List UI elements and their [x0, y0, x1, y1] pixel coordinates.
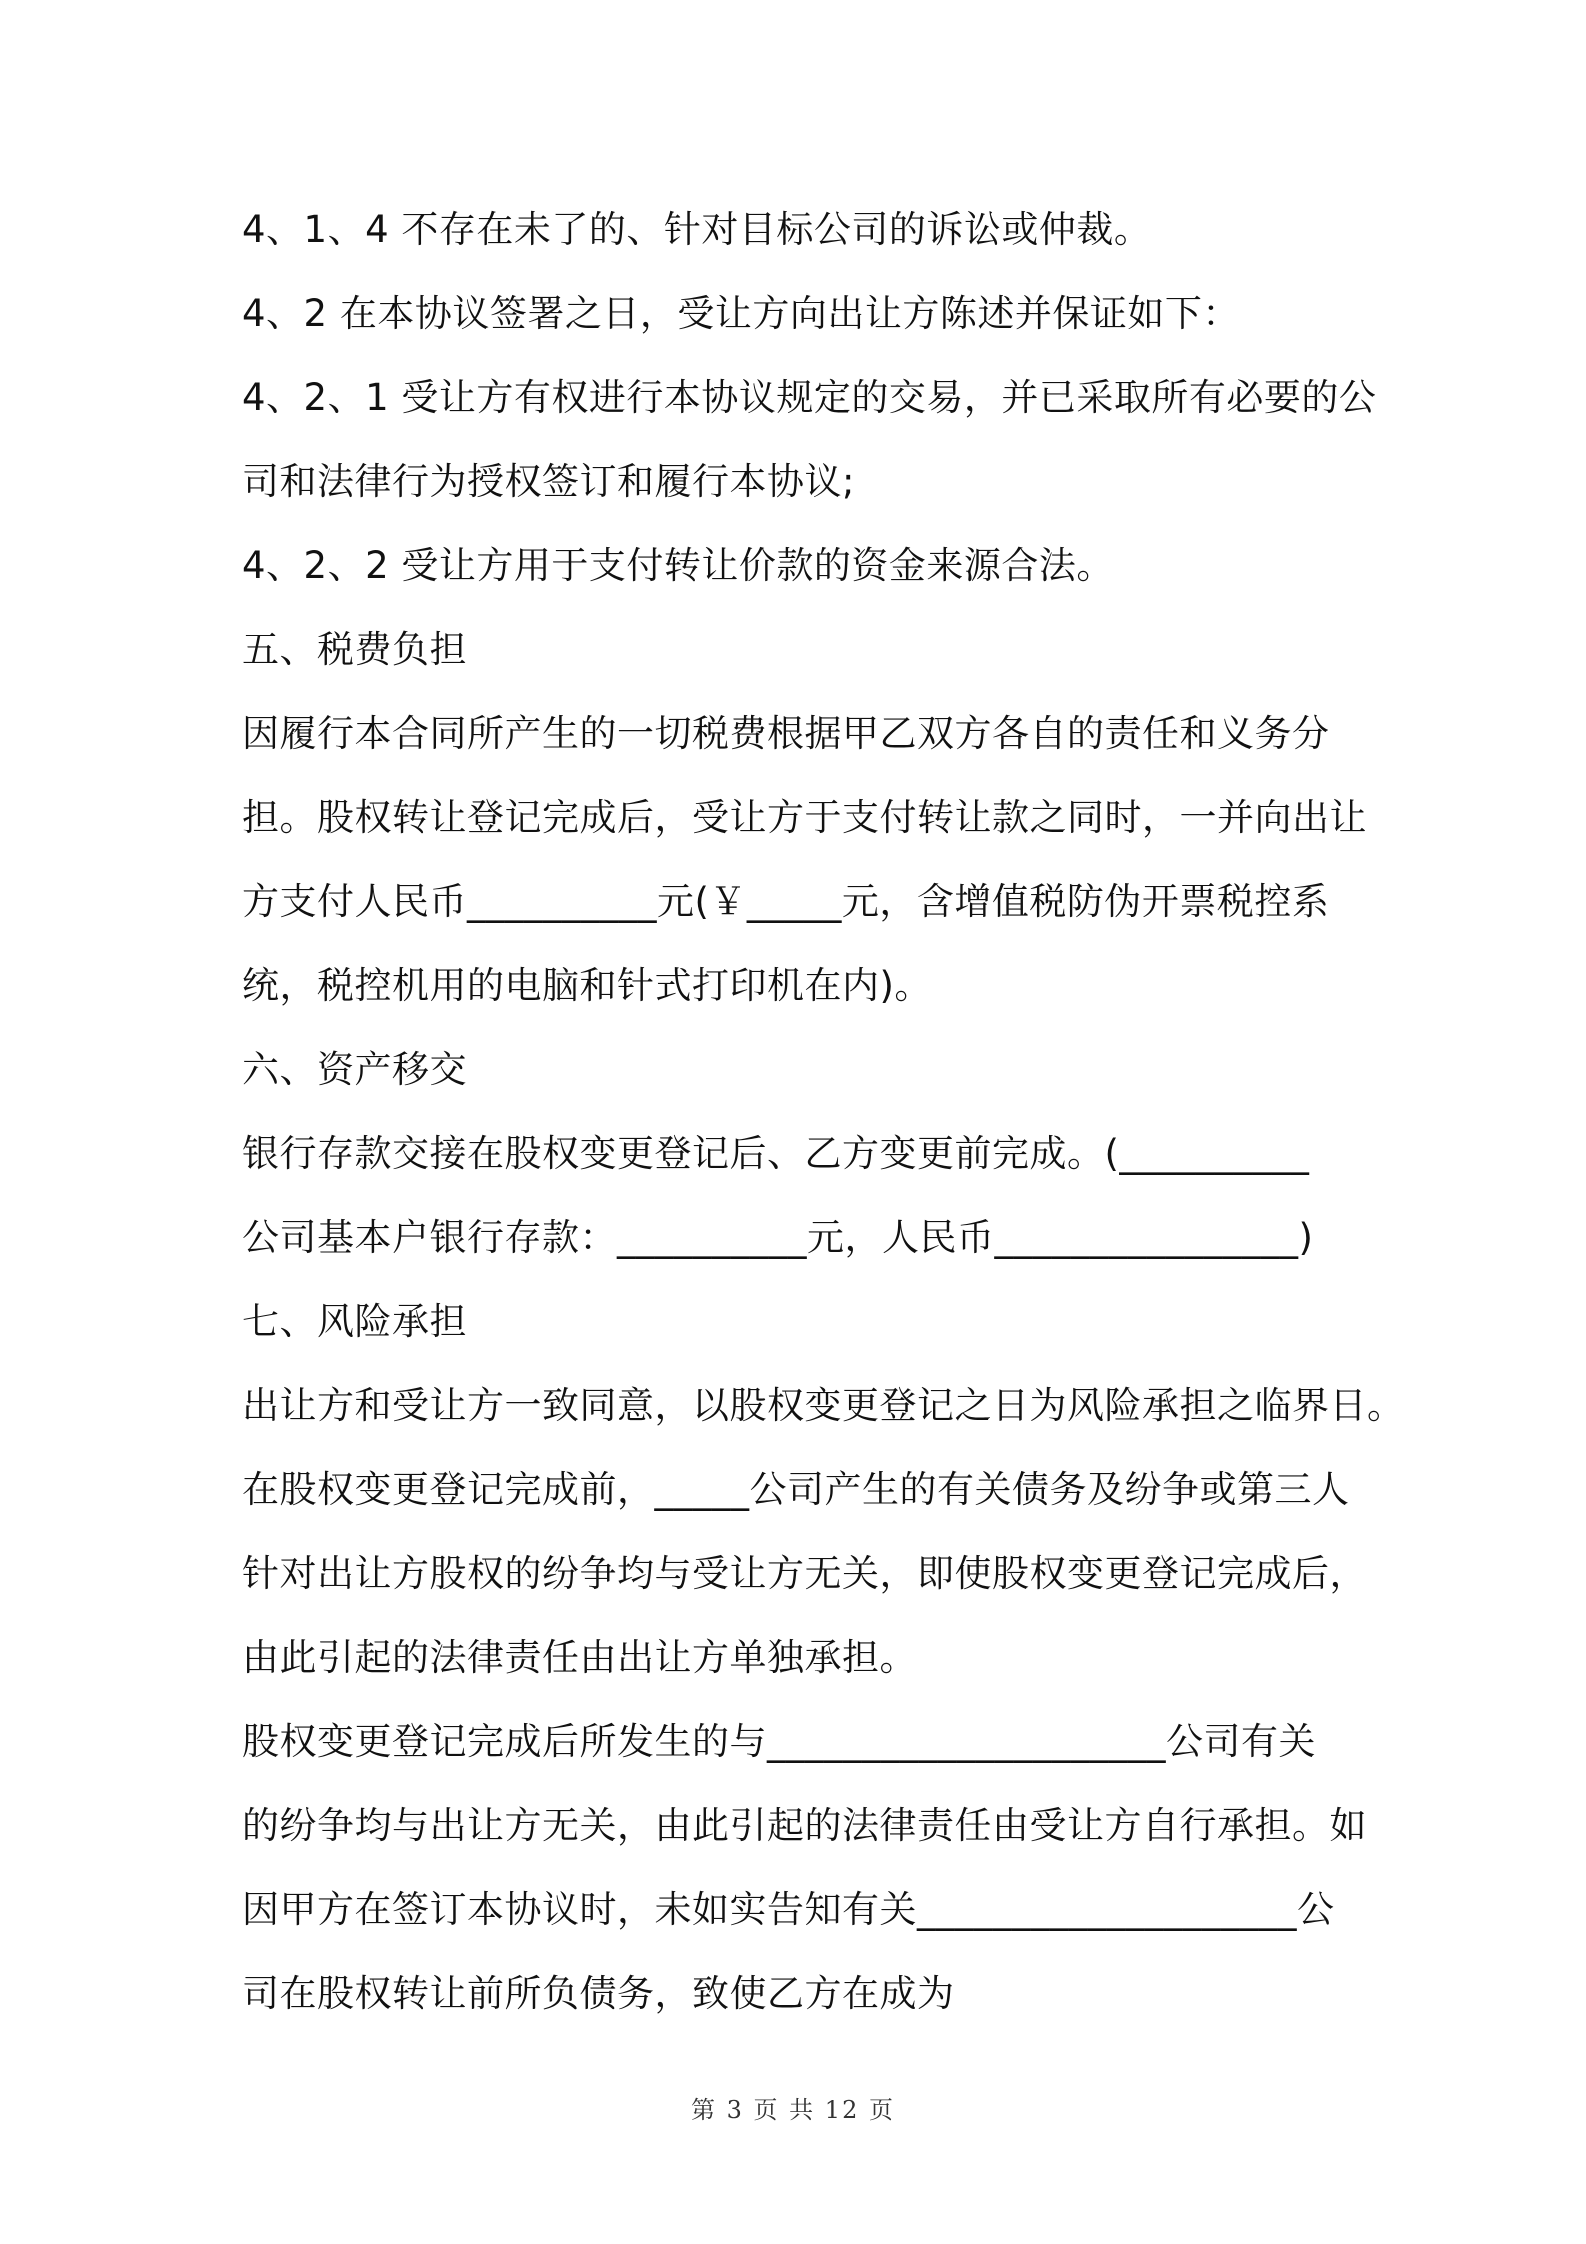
clause-4-2-1-line-2: 司和法律行为授权签订和履行本协议;	[242, 460, 855, 503]
clause-4-1-4: 4、1、4 不存在未了的、针对目标公司的诉讼或仲裁。	[242, 208, 1152, 251]
section-7-heading: 七、风险承担	[242, 1300, 467, 1343]
section-7-line-5: 股权变更登记完成后所发生的与_____________________公司有关	[242, 1720, 1316, 1763]
section-7-line-4: 由此引起的法律责任由出让方单独承担。	[242, 1636, 917, 1679]
section-6-line-1: 银行存款交接在股权变更登记后、乙方变更前完成。(__________	[242, 1132, 1310, 1175]
clause-4-2-1-line-1: 4、2、1 受让方有权进行本协议规定的交易，并已采取所有必要的公	[242, 376, 1377, 419]
clause-4-2: 4、2 在本协议签署之日，受让方向出让方陈述并保证如下：	[242, 292, 1240, 335]
section-7-line-8: 司在股权转让前所负债务，致使乙方在成为	[242, 1972, 955, 2015]
section-7-line-7: 因甲方在签订本协议时，未如实告知有关____________________公	[242, 1888, 1335, 1931]
clause-4-2-2: 4、2、2 受让方用于支付转让价款的资金来源合法。	[242, 544, 1114, 587]
section-7-line-3: 针对出让方股权的纷争均与受让方无关，即使股权变更登记完成后，	[242, 1552, 1367, 1595]
section-6-line-2: 公司基本户银行存款：__________元，人民币________________)	[242, 1216, 1314, 1259]
section-5-heading: 五、税费负担	[242, 628, 467, 671]
section-7-line-6: 的纷争均与出让方无关，由此引起的法律责任由受让方自行承担。如	[242, 1804, 1367, 1847]
section-5-line-2: 担。股权转让登记完成后，受让方于支付转让款之同时，一并向出让	[242, 796, 1367, 839]
section-5-line-1: 因履行本合同所产生的一切税费根据甲乙双方各自的责任和义务分	[242, 712, 1330, 755]
section-7-line-2: 在股权变更登记完成前，_____公司产生的有关债务及纷争或第三人	[242, 1468, 1350, 1511]
section-6-heading: 六、资产移交	[242, 1048, 467, 1091]
section-7-line-1: 出让方和受让方一致同意，以股权变更登记之日为风险承担之临界日。	[242, 1384, 1405, 1427]
section-5-line-4: 统，税控机用的电脑和针式打印机在内)。	[242, 964, 932, 1007]
page-number-footer: 第 3 页 共 12 页	[691, 2096, 895, 2124]
section-5-line-3: 方支付人民币__________元(￥_____元，含增值税防伪开票税控系	[242, 880, 1330, 923]
